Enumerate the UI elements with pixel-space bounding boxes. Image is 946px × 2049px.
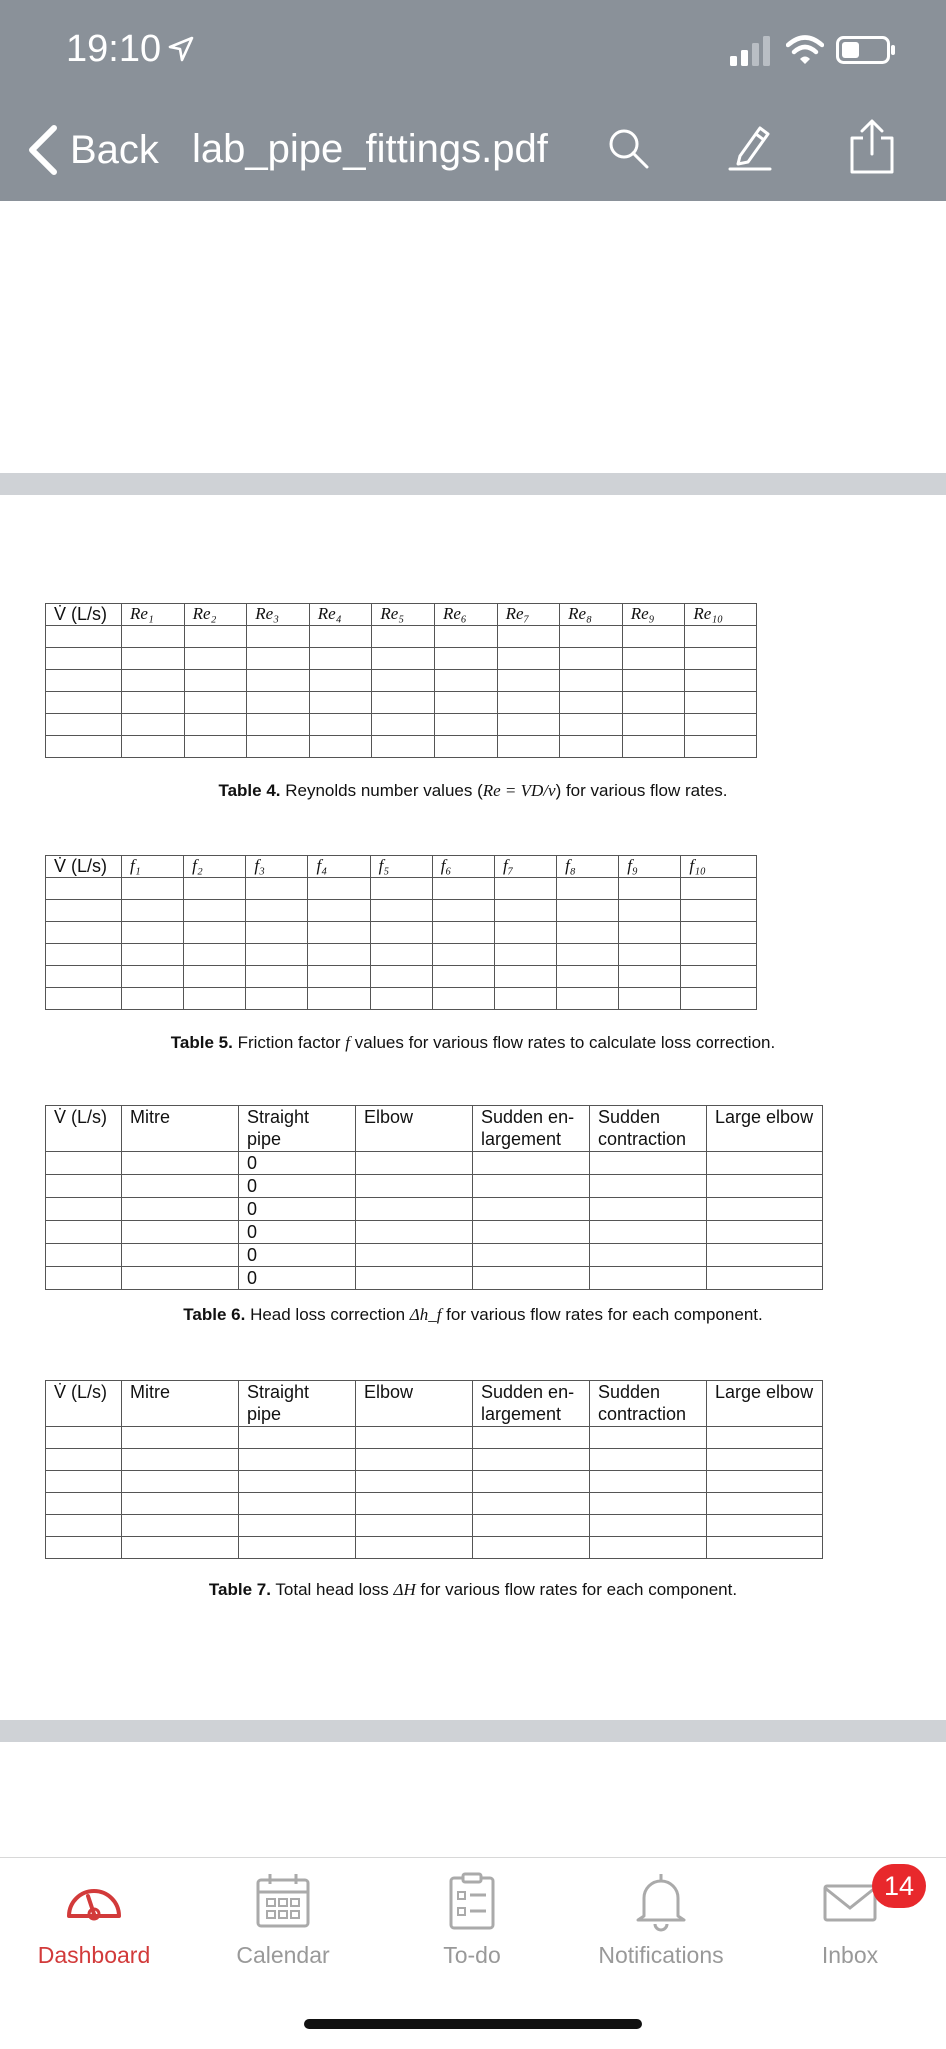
table-row [46,1449,823,1471]
table-row [46,648,757,670]
table-caption: Table 7. Total head loss ΔH for various flow rates for each component. [208,1580,738,1599]
location-arrow-icon [168,36,194,62]
table-header-cell: f₁₀ [681,856,757,878]
table-header-cell: f₉ [619,856,681,878]
tab-dashboard[interactable]: Dashboard [4,1870,184,1969]
table-row [46,1537,823,1559]
table-header-cell: f₆ [432,856,494,878]
home-indicator[interactable] [304,2019,642,2029]
table-header-cell: f₁ [122,856,184,878]
table-header-row [46,604,757,626]
table-header-cell: Re₅ [372,604,435,626]
table-header-cell: V̇ (L/s) [46,1106,122,1152]
table-cell: 0 [239,1267,356,1290]
table-header-cell: Large elbow [707,1106,823,1152]
status-time: 19:10 [66,28,162,70]
envelope-icon [819,1870,881,1932]
table-row [46,736,757,758]
share-icon[interactable] [846,118,898,176]
table-header-cell: Sudden contraction [590,1106,707,1152]
table-header-cell: Large elbow [707,1381,823,1427]
table-row [46,900,757,922]
table-row [46,692,757,714]
tab-notifications[interactable]: Notifications [571,1870,751,1969]
table-row [46,1198,823,1221]
table-header-cell: Re₁ [122,604,185,626]
table-row [46,670,757,692]
table-row [46,714,757,736]
wifi-icon [786,34,824,66]
table-header-cell: f₅ [370,856,432,878]
table-head-loss-correction [45,1105,823,1290]
cellular-signal-icon [730,36,772,66]
table-caption: Table 6. Head loss correction Δh_f for various flow rates for each component. [183,1305,763,1324]
bell-icon [630,1870,692,1932]
table-caption: Table 4. Reynolds number values (Re = VD/ν) for various flow rates. [218,781,728,800]
page-separator [0,473,946,495]
table-header-cell: Mitre [122,1381,239,1427]
chevron-left-icon [26,124,60,176]
table-cell: 0 [239,1175,356,1198]
table-row [46,966,757,988]
table-header-cell: Sudden en-largement [473,1106,590,1152]
table-header-cell: f₂ [184,856,246,878]
table-row [46,922,757,944]
table-cell: 0 [239,1244,356,1267]
markup-pen-icon[interactable] [726,122,774,172]
table-row [46,1493,823,1515]
table-header-cell: Re₃ [247,604,310,626]
back-label: Back [70,127,159,172]
table-header-cell: V̇ (L/s) [46,1381,122,1427]
table-cell: 0 [239,1221,356,1244]
table-header-cell: V̇ (L/s) [46,856,122,878]
tab-calendar[interactable]: Calendar [193,1870,373,1969]
table-row [46,1175,823,1198]
page-separator [0,1720,946,1742]
table-header-cell: Straight pipe [239,1106,356,1152]
search-icon[interactable] [606,126,650,170]
table-header-cell: Sudden en-largement [473,1381,590,1427]
inbox-badge: 14 [872,1864,926,1908]
table-row [46,1244,823,1267]
table-friction-factor [45,855,757,1010]
table-header-cell: Straight pipe [239,1381,356,1427]
table-row [46,1221,823,1244]
table-header-cell: f₈ [557,856,619,878]
table-header-cell: Sudden contraction [590,1381,707,1427]
table-cell: 0 [239,1198,356,1221]
table-header-cell: Re₉ [622,604,685,626]
tab-inbox[interactable]: Inbox [760,1870,940,1969]
table-header-cell: f₃ [246,856,308,878]
table-header-cell: Re₁₀ [685,604,757,626]
table-row [46,1152,823,1175]
table-row [46,626,757,648]
table-header-row [46,1106,823,1152]
table-row [46,944,757,966]
table-cell: 0 [239,1152,356,1175]
table-header-cell: f₄ [308,856,370,878]
table-row [46,878,757,900]
table-header-cell: Re₆ [434,604,497,626]
table-row [46,1471,823,1493]
table-row [46,1267,823,1290]
table-header-row [46,1381,823,1427]
table-header-cell: Re₇ [497,604,560,626]
battery-icon [836,36,896,64]
table-row [46,1427,823,1449]
document-title: lab_pipe_fittings.pdf [192,127,548,171]
table-header-cell: Elbow [356,1106,473,1152]
table-header-cell: Re₂ [184,604,247,626]
table-row [46,988,757,1010]
clipboard-icon [441,1870,503,1932]
table-header-row [46,856,757,878]
table-caption: Table 5. Friction factor f values for various flow rates to calculate loss correction. [170,1033,776,1052]
table-reynolds [45,603,757,758]
table-header-cell: Elbow [356,1381,473,1427]
table-header-cell: Mitre [122,1106,239,1152]
table-header-cell: Re₄ [309,604,372,626]
back-button[interactable] [26,124,159,176]
table-total-head-loss [45,1380,823,1559]
table-row [46,1515,823,1537]
calendar-icon [252,1870,314,1932]
gauge-icon [63,1870,125,1932]
table-header-cell: Re₈ [560,604,623,626]
tab-todo[interactable]: To-do [382,1870,562,1969]
table-header-cell: V̇ (L/s) [46,604,122,626]
table-header-cell: f₇ [494,856,556,878]
